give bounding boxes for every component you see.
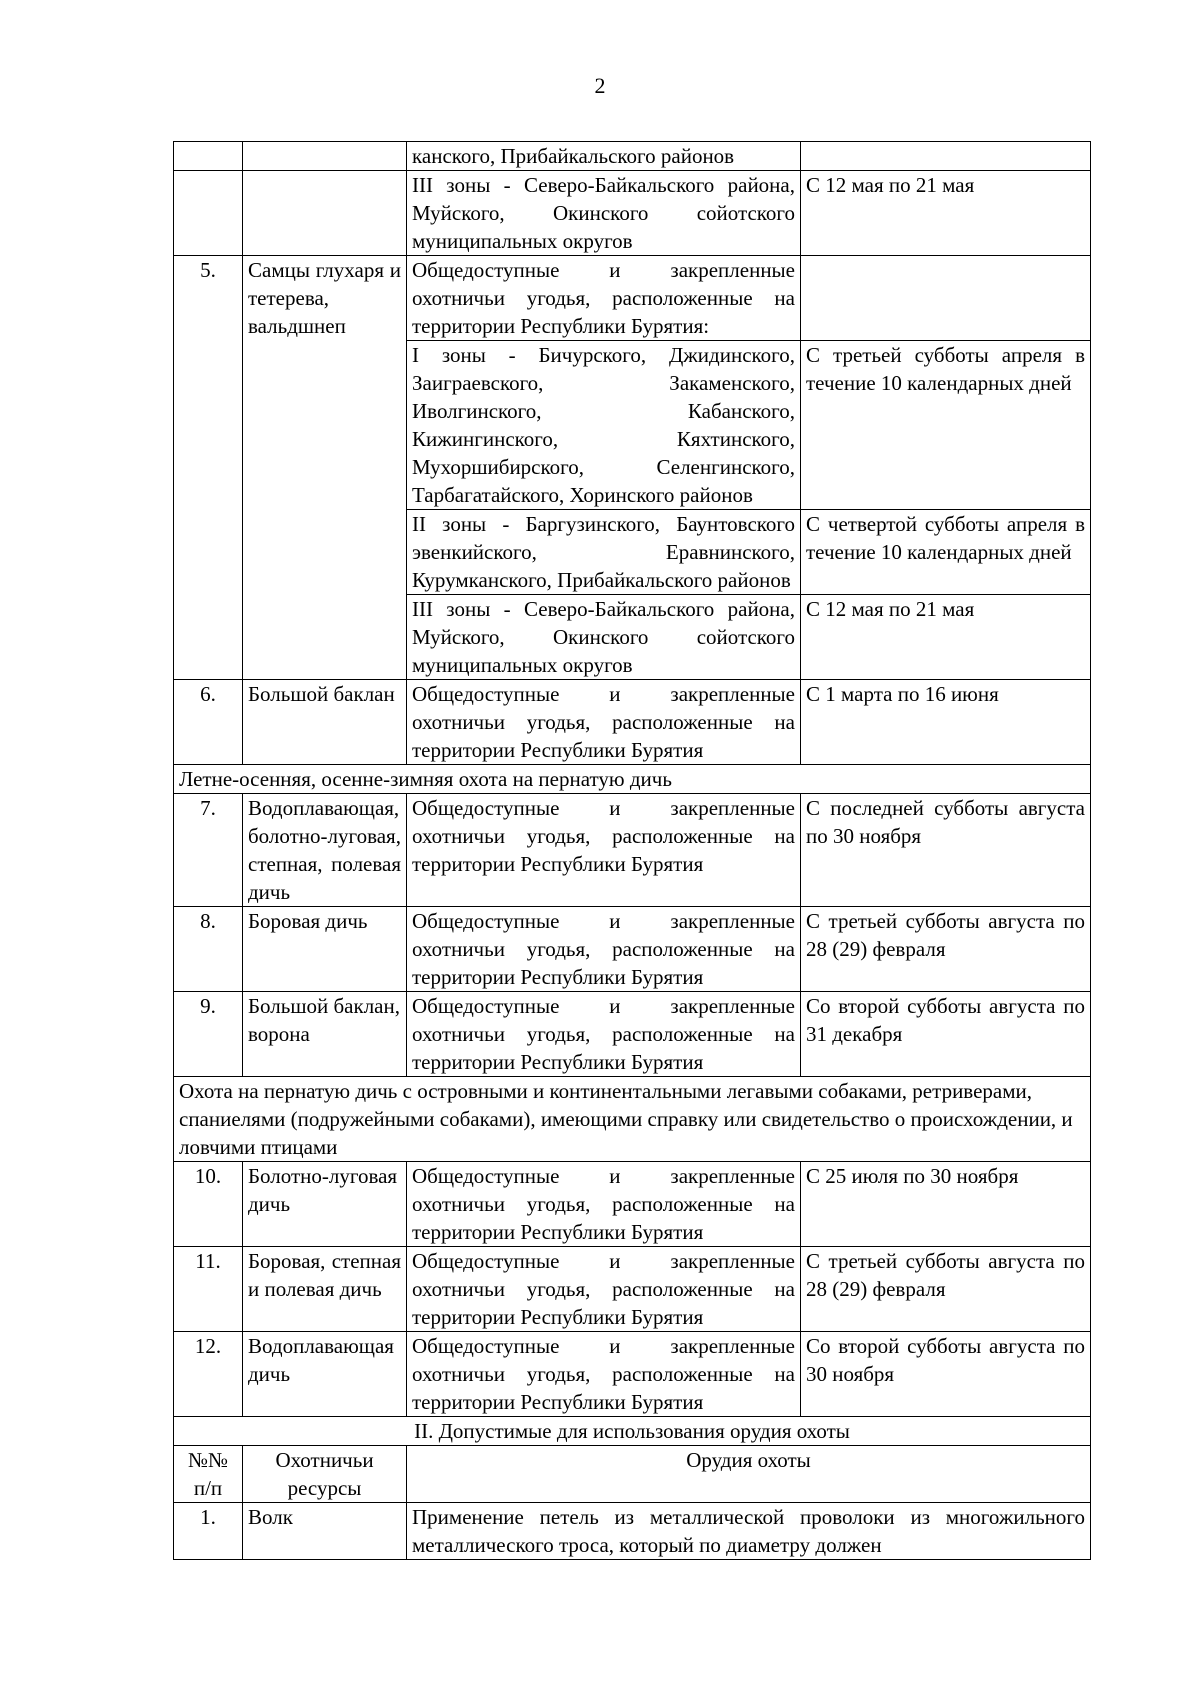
resource-cell: Большой баклан — [243, 680, 407, 765]
row-number: 9. — [174, 992, 243, 1077]
resource-cell: Самцы глухаря и тетерева, вальдшнеп — [243, 256, 407, 680]
row-number: 11. — [174, 1247, 243, 1332]
table-row — [174, 1162, 1091, 1247]
column-header-number: №№ п/п — [174, 1446, 243, 1503]
row-number: 12. — [174, 1332, 243, 1417]
hunting-periods-table — [173, 141, 1091, 1560]
row-number: 8. — [174, 907, 243, 992]
territory-cell: I зоны - Бичурского, Джидинского, Заиграевского, Закаменского, Иволгинского, Кабанского, Кижингинского, Кяхтинского, Мухоршибирского, Селенгинского, Тарбагатайского, Хоринского районов — [407, 341, 801, 510]
period-cell — [801, 142, 1091, 171]
period-cell: С третьей субботы августа по 28 (29) февраля — [801, 1247, 1091, 1332]
period-cell: Со второй субботы августа по 31 декабря — [801, 992, 1091, 1077]
resource-cell: Волк — [243, 1503, 407, 1560]
row-number: 10. — [174, 1162, 243, 1247]
resource-cell: Водоплавающая дичь — [243, 1332, 407, 1417]
resource-cell: Боровая, степная и полевая дичь — [243, 1247, 407, 1332]
territory-cell: Общедоступные и закрепленные охотничьи угодья, расположенные на территории Республики Бурятия — [407, 1247, 801, 1332]
table-row — [174, 256, 1091, 341]
territory-cell: Общедоступные и закрепленные охотничьи угодья, расположенные на территории Республики Бурятия — [407, 1332, 801, 1417]
row-number: 6. — [174, 680, 243, 765]
territory-cell: II зоны - Баргузинского, Баунтовского эвенкийского, Еравнинского, Курумканского, Прибайкальского районов — [407, 510, 801, 595]
territory-cell: Общедоступные и закрепленные охотничьи угодья, расположенные на территории Республики Бурятия — [407, 992, 801, 1077]
resource-cell: Водоплавающая, болотно-луговая, степная, полевая дичь — [243, 794, 407, 907]
table-row — [174, 680, 1091, 765]
section-heading: Охота на пернатую дичь с островными и континентальными легавыми собаками, ретриверами, спаниелями (подружейными собаками), имеющими справку или свидетельство о происхождении, и ловчими птицами — [174, 1077, 1091, 1162]
table-header-row — [174, 1446, 1091, 1503]
table-row — [174, 1332, 1091, 1417]
period-cell: С последней субботы августа по 30 ноября — [801, 794, 1091, 907]
column-header-tools: Орудия охоты — [407, 1446, 1091, 1503]
table-row — [174, 992, 1091, 1077]
territory-cell: III зоны - Северо-Байкальского района, Муйского, Окинского сойотского муниципальных округов — [407, 595, 801, 680]
row-number: 1. — [174, 1503, 243, 1560]
period-cell: Со второй субботы августа по 30 ноября — [801, 1332, 1091, 1417]
territory-cell: Общедоступные и закрепленные охотничьи угодья, расположенные на территории Республики Бурятия — [407, 680, 801, 765]
territory-cell: Общедоступные и закрепленные охотничьи угодья, расположенные на территории Республики Бурятия — [407, 907, 801, 992]
period-cell: С 12 мая по 21 мая — [801, 595, 1091, 680]
table-row — [174, 1503, 1091, 1560]
territory-cell: Общедоступные и закрепленные охотничьи угодья, расположенные на территории Республики Бурятия: — [407, 256, 801, 341]
territory-cell: III зоны - Северо-Байкальского района, Муйского, Окинского сойотского муниципальных округов — [407, 171, 801, 256]
section-heading: Летне-осенняя, осенне-зимняя охота на пернатую дичь — [174, 765, 1091, 794]
territory-cell: Общедоступные и закрепленные охотничьи угодья, расположенные на территории Республики Бурятия — [407, 794, 801, 907]
row-number: 7. — [174, 794, 243, 907]
period-cell: С 1 марта по 16 июня — [801, 680, 1091, 765]
resource-cell: Большой баклан, ворона — [243, 992, 407, 1077]
period-cell: С 12 мая по 21 мая — [801, 171, 1091, 256]
section-heading-row — [174, 1417, 1091, 1446]
territory-cell: канского, Прибайкальского районов — [407, 142, 801, 171]
row-number: 5. — [174, 256, 243, 680]
section-heading-row — [174, 1077, 1091, 1162]
period-cell: С третьей субботы апреля в течение 10 календарных дней — [801, 341, 1091, 510]
section-heading: II. Допустимые для использования орудия охоты — [174, 1417, 1091, 1446]
tools-cell: Применение петель из металлической проволоки из многожильного металлического троса, который по диаметру должен — [407, 1503, 1091, 1560]
resource-cell: Боровая дичь — [243, 907, 407, 992]
page-number: 2 — [594, 73, 606, 98]
resource-cell: Болотно-луговая дичь — [243, 1162, 407, 1247]
period-cell — [801, 256, 1091, 341]
table-row — [174, 907, 1091, 992]
period-cell: С четвертой субботы апреля в течение 10 календарных дней — [801, 510, 1091, 595]
section-heading-row — [174, 765, 1091, 794]
column-header-resources: Охотничьи ресурсы — [243, 1446, 407, 1503]
period-cell: С третьей субботы августа по 28 (29) февраля — [801, 907, 1091, 992]
table-row — [174, 1247, 1091, 1332]
table-row — [174, 142, 1091, 171]
territory-cell: Общедоступные и закрепленные охотничьи угодья, расположенные на территории Республики Бурятия — [407, 1162, 801, 1247]
period-cell: С 25 июля по 30 ноября — [801, 1162, 1091, 1247]
table-row — [174, 794, 1091, 907]
table-row — [174, 171, 1091, 256]
